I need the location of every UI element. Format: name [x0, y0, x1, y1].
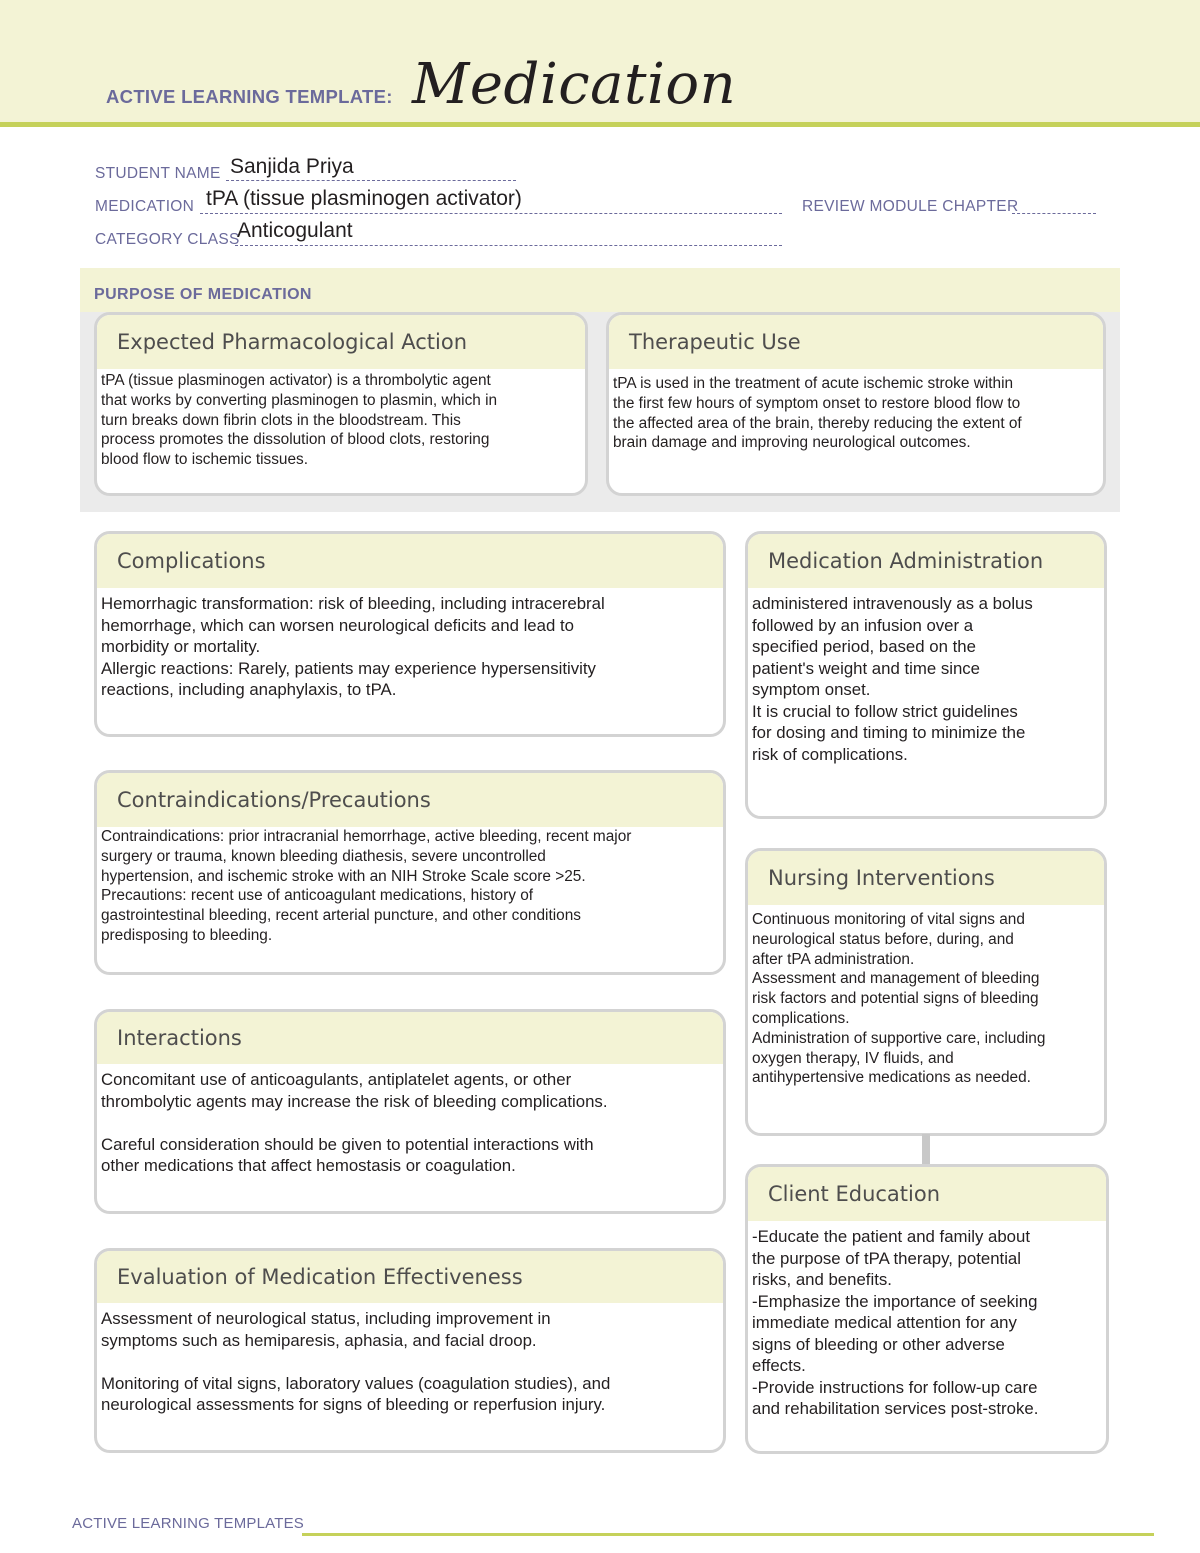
student-name-line [226, 180, 516, 181]
contraindications-text[interactable]: Contraindications: prior intracranial hemorrhage, active bleeding, recent major surgery or trauma, known bleeding diathesis, severe uncontrolled hypertension, and ischemic stroke with an NIH Stroke Scale score >25. Precautions: recent use of anticoagulant medications, history of gastrointestinal bleeding, recent arterial puncture, and other conditions predisposing to bleeding. [101, 828, 632, 944]
medication-label: MEDICATION [95, 198, 195, 215]
nursing-interventions-text[interactable]: Continuous monitoring of vital signs and neurological status before, during, and after tPA administration. Assessment and management of bleeding risk factors and potential signs of bleeding complications. Administration of supportive care, including oxygen therapy, IV fluids, and antihypertensive medications as needed. [752, 911, 1046, 1087]
therapeutic-use-card [606, 312, 1106, 496]
category-class-line [235, 245, 782, 246]
medication-line [200, 213, 782, 214]
evaluation-heading: Evaluation of Medication Effectiveness [97, 1251, 723, 1303]
review-module-line [1012, 213, 1096, 214]
student-name-field[interactable]: Sanjida Priya [230, 155, 354, 178]
complications-text[interactable]: Hemorrhagic transformation: risk of bleeding, including intracerebral hemorrhage, which can worsen neurological deficits and lead to morbidity or mortality. Allergic reactions: Rarely, patients may experience hypersensitivity reactions, including anaphylaxis, to tPA. [101, 594, 605, 699]
evaluation-text[interactable]: Assessment of neurological status, including improvement in symptoms such as hemiparesis, aphasia, and facial droop. Monitoring of vital signs, laboratory values (coagulation studies), and neurological assessments for signs of bleeding or reperfusion injury. [101, 1309, 611, 1414]
template-label: ACTIVE LEARNING TEMPLATE: [106, 86, 393, 107]
category-class-label: CATEGORY CLASS [95, 231, 240, 248]
administration-card [745, 531, 1107, 819]
page-title: Medication [412, 52, 737, 117]
client-education-heading: Client Education [748, 1167, 1106, 1221]
evaluation-card [94, 1248, 726, 1453]
client-education-text[interactable]: -Educate the patient and family about the purpose of tPA therapy, potential risks, and benefits. -Emphasize the importance of seeking immediate medical attention for any signs of bleeding or other adverse effects. -Provide instructions for follow-up care and rehabilitation services post-stroke. [752, 1227, 1039, 1418]
nursing-interventions-heading: Nursing Interventions [748, 851, 1104, 905]
contraindications-heading: Contraindications/Precautions [97, 773, 723, 827]
contraindications-card [94, 770, 726, 975]
footer-text: ACTIVE LEARNING TEMPLATES [72, 1515, 304, 1532]
interactions-text[interactable]: Concomitant use of anticoagulants, antiplatelet agents, or other thrombolytic agents may increase the risk of bleeding complications. Careful consideration should be given to potential interactions with other medications that affect hemostasis or coagulation. [101, 1070, 608, 1175]
header-divider [0, 122, 1200, 127]
complications-heading: Complications [97, 534, 723, 588]
client-education-card [745, 1164, 1109, 1454]
therapeutic-use-text[interactable]: tPA is used in the treatment of acute ischemic stroke within the first few hours of symptom onset to restore blood flow to the affected area of the brain, thereby reducing the extent of brain damage and improving neurological outcomes. [613, 375, 1022, 452]
footer-divider [302, 1533, 1154, 1536]
expected-action-heading: Expected Pharmacological Action [97, 315, 585, 369]
interactions-heading: Interactions [97, 1012, 723, 1064]
expected-action-card [94, 312, 588, 496]
administration-heading: Medication Administration [748, 534, 1104, 588]
administration-text[interactable]: administered intravenously as a bolus followed by an infusion over a specified period, based on the patient's weight and time since symptom onset. It is crucial to follow strict guidelines for dosing and timing to minimize the risk of complications. [752, 594, 1033, 764]
category-class-field[interactable]: Anticogulant [237, 219, 353, 242]
review-module-label: REVIEW MODULE CHAPTER [802, 198, 1019, 215]
card-connector [922, 1134, 930, 1166]
purpose-title: PURPOSE OF MEDICATION [94, 286, 312, 303]
nursing-interventions-card [745, 848, 1107, 1136]
medication-field[interactable]: tPA (tissue plasminogen activator) [206, 187, 522, 210]
complications-card [94, 531, 726, 737]
expected-action-text[interactable]: tPA (tissue plasminogen activator) is a thrombolytic agent that works by converting plasminogen to plasmin, which in turn breaks down fibrin clots in the bloodstream. This process promotes the dissolution of blood clots, restoring blood flow to ischemic tissues. [101, 372, 498, 469]
student-name-label: STUDENT NAME [95, 165, 221, 182]
therapeutic-use-heading: Therapeutic Use [609, 315, 1103, 369]
interactions-card [94, 1009, 726, 1214]
